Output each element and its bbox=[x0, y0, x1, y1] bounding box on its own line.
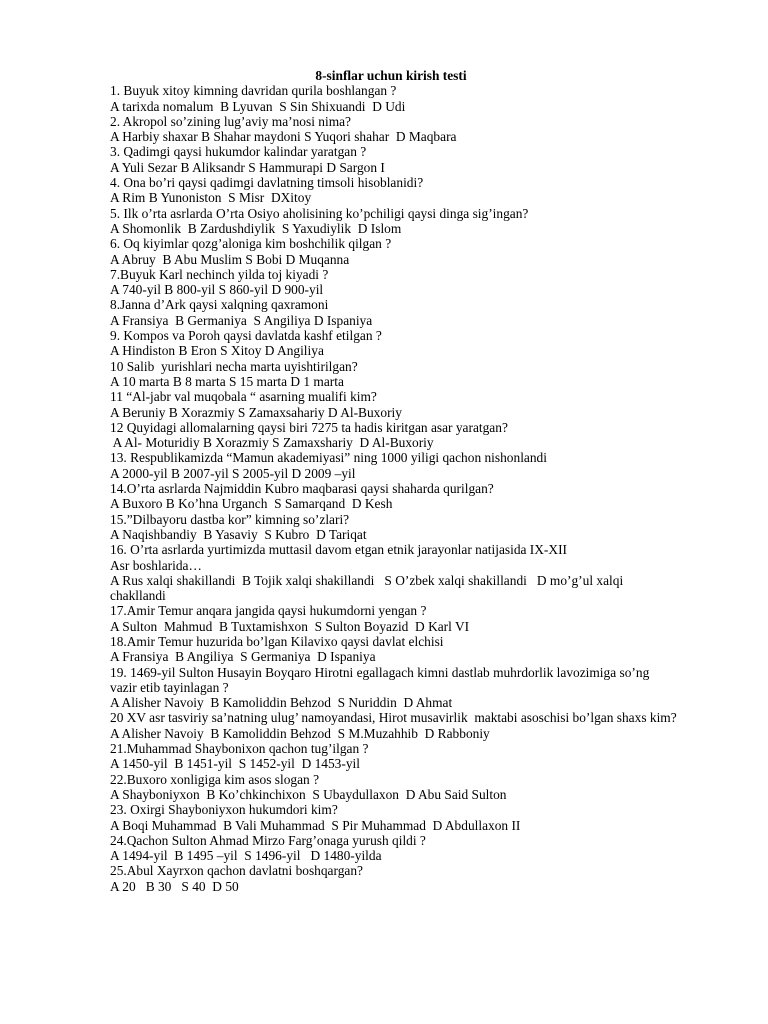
answer-options-line: A Fransiya B Germaniya S Angiliya D Ispaniya bbox=[110, 312, 373, 328]
answer-options-line: A Sulton Mahmud B Tuxtamishxon S Sulton Boyazid D Karl VI bbox=[110, 618, 470, 634]
question-line: 19. 1469-yil Sulton Husayin Boyqaro Hirotni egallagach kimni dastlab muhrdorlik lavozimiga so’ng bbox=[110, 664, 650, 680]
answer-options-line: A Buxoro B Ko’hna Urganch S Samarqand D Kesh bbox=[110, 496, 393, 512]
question-line: 18.Amir Temur huzurida bo’lgan Kilavixo qaysi davlat elchisi bbox=[110, 633, 444, 649]
answer-options-line: A Rus xalqi shakillandi B Tojik xalqi shakillandi S O’zbek xalqi shakillandi D mo’g’ul xalqi bbox=[110, 572, 624, 588]
answer-options-line: A 1494-yil B 1495 –yil S 1496-yil D 1480-yilda bbox=[110, 848, 382, 864]
question-line: 14.O’rta asrlarda Najmiddin Kubro maqbarasi qaysi shaharda qurilgan? bbox=[110, 481, 494, 497]
question-line: 21.Muhammad Shaybonixon qachon tug’ilgan ? bbox=[110, 741, 369, 757]
answer-options-line: A Shomonlik B Zardushdiylik S Yaxudiylik D Islom bbox=[110, 220, 402, 236]
question-list bbox=[110, 83, 730, 894]
question-line: 8.Janna d’Ark qaysi xalqning qaxramoni bbox=[110, 297, 329, 313]
answer-options-line: A Abruy B Abu Muslim S Bobi D Muqanna bbox=[110, 251, 350, 267]
question-line: 20 XV asr tasviriy sa’natning ulug’ namoyandasi, Hirot musavirlik maktabi asoschisi bo’lgan shaxs kim? bbox=[110, 710, 677, 726]
test-document bbox=[110, 68, 730, 894]
question-line: 16. O’rta asrlarda yurtimizda muttasil davom etgan etnik jarayonlar natijasida IX-XII bbox=[110, 542, 567, 558]
question-line: 12 Quyidagi allomalarning qaysi biri 7275 ta hadis kiritgan asar yaratgan? bbox=[110, 419, 508, 435]
answer-options-line: A Shayboniyxon B Ko’chkinchixon S Ubaydullaxon D Abu Said Sulton bbox=[110, 786, 507, 802]
question-line: 1. Buyuk xitoy kimning davridan qurila boshlangan ? bbox=[110, 83, 397, 99]
document-title: 8-sinflar uchun kirish testi bbox=[315, 68, 467, 83]
question-line: 13. Respublikamizda “Mamun akademiyasi” ning 1000 yiligi qachon nishonlandi bbox=[110, 450, 547, 466]
question-line: 15.”Dilbayoru dastba kor” kimning so’zlari? bbox=[110, 511, 350, 527]
question-line: vazir etib tayinlagan ? bbox=[110, 679, 229, 695]
answer-options-line: A Hindiston B Eron S Xitoy D Angiliya bbox=[110, 343, 324, 359]
question-line: 23. Oxirgi Shayboniyxon hukumdori kim? bbox=[110, 802, 338, 818]
question-line: 17.Amir Temur anqara jangida qaysi hukumdorni yengan ? bbox=[110, 603, 427, 619]
answer-options-line: chakllandi bbox=[110, 588, 166, 604]
answer-options-line: A Alisher Navoiy B Kamoliddin Behzod S M.Muzahhib D Rabboniy bbox=[110, 725, 490, 741]
answer-options-line: A 740-yil B 800-yil S 860-yil D 900-yil bbox=[110, 282, 324, 298]
answer-options-line: A Boqi Muhammad B Vali Muhammad S Pir Muhammad D Abdullaxon II bbox=[110, 817, 521, 833]
answer-options-line: A tarixda nomalum B Lyuvan S Sin Shixuandi D Udi bbox=[110, 98, 406, 114]
answer-options-line: A 2000-yil B 2007-yil S 2005-yil D 2009 –yil bbox=[110, 465, 356, 481]
question-line: 7.Buyuk Karl nechinch yilda toj kiyadi ? bbox=[110, 266, 329, 282]
question-line: 10 Salib yurishlari necha marta uyishtirilgan? bbox=[110, 358, 358, 374]
answer-options-line: A Naqishbandiy B Yasaviy S Kubro D Tariqat bbox=[110, 526, 367, 542]
answer-options-line: A Rim B Yunoniston S Misr DXitoy bbox=[110, 190, 312, 206]
answer-options-line: A Fransiya B Angiliya S Germaniya D Ispaniya bbox=[110, 649, 376, 665]
question-line: 2. Akropol so’zining lug’aviy ma’nosi nima? bbox=[110, 113, 351, 129]
question-line: 4. Ona bo’ri qaysi qadimgi davlatning timsoli hisoblanidi? bbox=[110, 175, 424, 191]
answer-options-line: A Al- Moturidiy B Xorazmiy S Zamaxshariy D Al-Buxoriy bbox=[110, 435, 434, 451]
question-line: 5. Ilk o’rta asrlarda O’rta Osiyo aholisining ko’pchiligi qaysi dinga sig’ingan? bbox=[110, 205, 529, 221]
answer-options-line: A 20 B 30 S 40 D 50 bbox=[110, 878, 239, 894]
question-line: 24.Qachon Sulton Ahmad Mirzo Farg’onaga yurush qildi ? bbox=[110, 832, 426, 848]
answer-options-line: A Alisher Navoiy B Kamoliddin Behzod S Nuriddin D Ahmat bbox=[110, 695, 453, 711]
question-line: 3. Qadimgi qaysi hukumdor kalindar yaratgan ? bbox=[110, 144, 367, 160]
answer-options-line: A 10 marta B 8 marta S 15 marta D 1 marta bbox=[110, 373, 344, 389]
question-line: 25.Abul Xayrxon qachon davlatni boshqargan? bbox=[110, 863, 363, 879]
question-line: 22.Buxoro xonligiga kim asos slogan ? bbox=[110, 771, 320, 787]
question-line: 6. Oq kiyimlar qozg’aloniga kim boshchilik qilgan ? bbox=[110, 236, 392, 252]
question-line: Asr boshlarida… bbox=[110, 557, 202, 573]
answer-options-line: A Beruniy B Xorazmiy S Zamaxsahariy D Al-Buxoriy bbox=[110, 404, 402, 420]
answer-options-line: A Yuli Sezar B Aliksandr S Hammurapi D Sargon I bbox=[110, 159, 385, 175]
answer-options-line: A 1450-yil B 1451-yil S 1452-yil D 1453-yil bbox=[110, 756, 360, 772]
question-line: 11 “Al-jabr val muqobala “ asarning mualifi kim? bbox=[110, 389, 377, 405]
answer-options-line: A Harbiy shaxar B Shahar maydoni S Yuqori shahar D Maqbara bbox=[110, 129, 457, 145]
question-line: 9. Kompos va Poroh qaysi davlatda kashf etilgan ? bbox=[110, 328, 382, 344]
